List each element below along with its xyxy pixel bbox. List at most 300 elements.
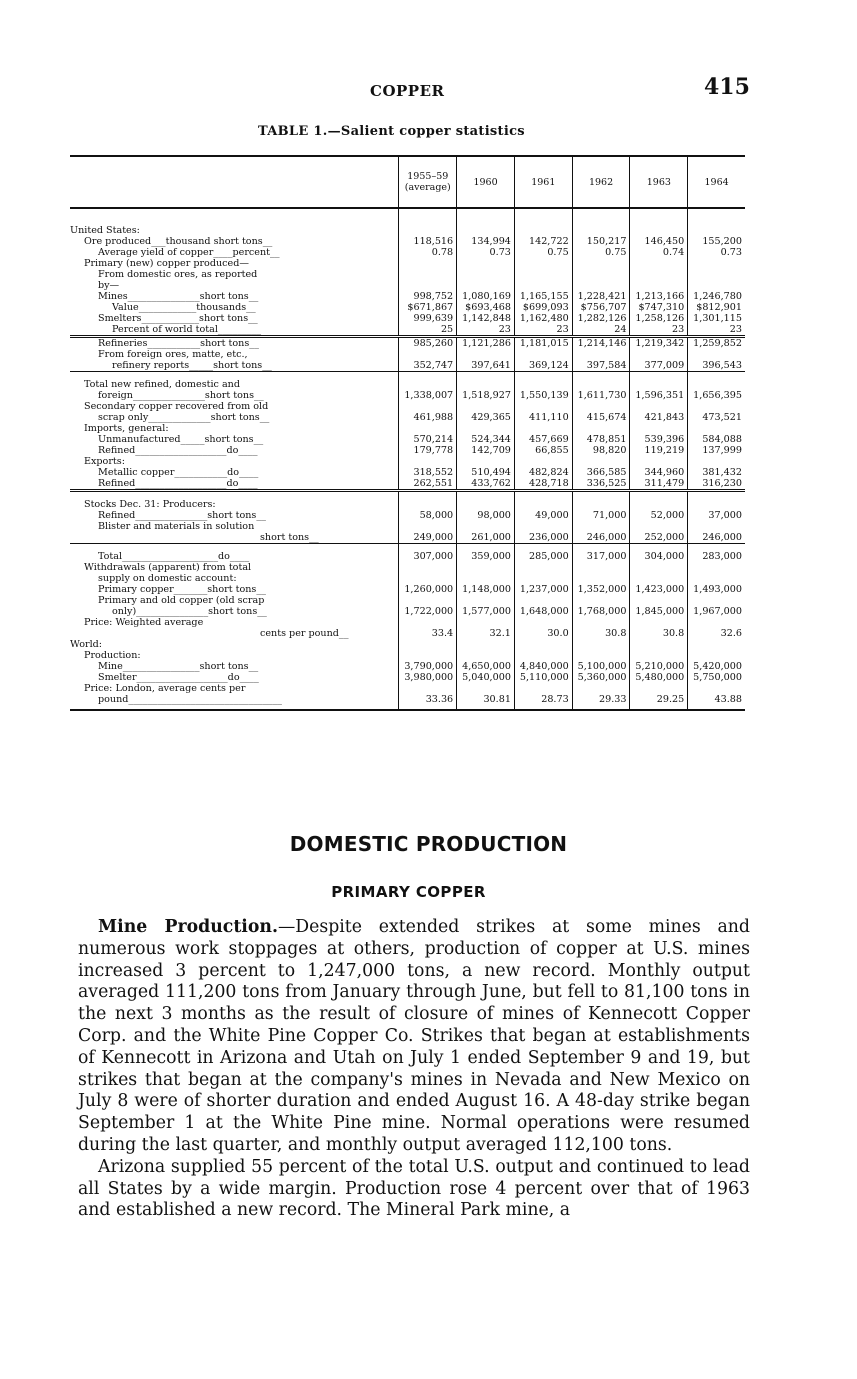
table-row xyxy=(70,694,745,710)
table-cell: 5,360,000 xyxy=(572,672,630,683)
table-row xyxy=(70,291,745,302)
table-cell: $671,867 xyxy=(399,302,457,313)
table-cell: 411,110 xyxy=(514,412,572,423)
table-cell xyxy=(399,401,457,412)
table-cell: 1,213,166 xyxy=(630,291,688,302)
row-label: Stocks Dec. 31: Producers: xyxy=(84,499,216,510)
table-cell: 5,110,000 xyxy=(514,672,572,683)
table-row xyxy=(70,650,745,661)
row-label: only)_______________short tons__ xyxy=(112,606,267,617)
table-cell xyxy=(457,401,515,412)
table-cell xyxy=(399,258,457,269)
table-cell xyxy=(630,269,688,280)
table-row xyxy=(70,467,745,478)
table-cell xyxy=(399,269,457,280)
row-label: Production: xyxy=(84,650,141,661)
table-cell: 33.4 xyxy=(399,628,457,639)
row-label: Smelter___________________do____ xyxy=(98,672,259,683)
column-header: 1960 xyxy=(457,157,515,208)
table-cell: 179,778 xyxy=(399,445,457,456)
table-cell xyxy=(457,225,515,236)
table-cell: 457,669 xyxy=(514,434,572,445)
table-cell: 369,124 xyxy=(514,360,572,372)
table-cell: 1,518,927 xyxy=(457,390,515,401)
table-row xyxy=(70,360,745,372)
table-cell xyxy=(514,258,572,269)
table-row xyxy=(70,573,745,584)
table-cell: 98,820 xyxy=(572,445,630,456)
table-cell: 29.25 xyxy=(630,694,688,710)
table-cell xyxy=(514,423,572,434)
table-cell xyxy=(572,650,630,661)
table-cell: 5,420,000 xyxy=(688,661,745,672)
row-label: Imports, general: xyxy=(84,423,169,434)
table-cell xyxy=(688,423,745,434)
table-row xyxy=(70,302,745,313)
row-label: From domestic ores, as reported xyxy=(98,269,258,280)
table-cell: 1,596,351 xyxy=(630,390,688,401)
table-row xyxy=(70,499,745,510)
table-cell: 137,999 xyxy=(688,445,745,456)
table-cell xyxy=(688,639,745,650)
table-cell xyxy=(457,349,515,360)
table-cell: 0.73 xyxy=(457,247,515,258)
table-cell xyxy=(514,650,572,661)
table-cell: 1,258,126 xyxy=(630,313,688,324)
table-cell xyxy=(514,225,572,236)
table-cell: 23 xyxy=(688,324,745,337)
table-cell xyxy=(514,595,572,606)
row-label: Mines_______________short tons__ xyxy=(98,291,259,302)
table-body xyxy=(70,208,745,710)
table-cell xyxy=(399,683,457,694)
table-cell xyxy=(514,280,572,291)
table-cell: 246,000 xyxy=(572,532,630,544)
table-cell xyxy=(514,499,572,510)
column-header: 1964 xyxy=(688,157,745,208)
table-cell: 1,214,146 xyxy=(572,337,630,350)
row-label: Refined___________________do____ xyxy=(70,478,399,491)
table-cell: 307,000 xyxy=(399,551,457,562)
table-cell xyxy=(399,639,457,650)
table-cell xyxy=(572,225,630,236)
table-cell: 1,121,286 xyxy=(457,337,515,350)
table-cell xyxy=(630,258,688,269)
table-cell: 236,000 xyxy=(514,532,572,544)
table-cell: 1,219,342 xyxy=(630,337,688,350)
row-label: Blister and materials in solution xyxy=(98,521,255,532)
table-cell xyxy=(630,562,688,573)
table-cell: 1,423,000 xyxy=(630,584,688,595)
table-cell xyxy=(630,595,688,606)
table-cell: 428,718 xyxy=(514,478,572,491)
table-cell xyxy=(572,639,630,650)
table-cell: 246,000 xyxy=(688,532,745,544)
table-cell xyxy=(572,562,630,573)
table-cell xyxy=(457,379,515,390)
table-row xyxy=(70,434,745,445)
row-label: Mine________________short tons__ xyxy=(98,661,259,672)
table-cell xyxy=(688,456,745,467)
body-text xyxy=(78,917,750,1222)
table-cell xyxy=(399,562,457,573)
table-row xyxy=(70,236,745,247)
table-cell: 0.78 xyxy=(399,247,457,258)
table-cell: 262,551 xyxy=(399,478,457,491)
table-row xyxy=(70,551,745,562)
table-cell: 150,217 xyxy=(572,236,630,247)
table-cell: 1,246,780 xyxy=(688,291,745,302)
table-cell: 119,219 xyxy=(630,445,688,456)
running-header-title: COPPER xyxy=(370,82,445,100)
table-cell: 155,200 xyxy=(688,236,745,247)
table-cell: 4,840,000 xyxy=(514,661,572,672)
table-cell: 1,142,848 xyxy=(457,313,515,324)
row-label: Secondary copper recovered from old xyxy=(84,401,269,412)
row-label: United States: xyxy=(70,225,140,236)
table-cell xyxy=(688,349,745,360)
table-cell: 5,100,000 xyxy=(572,661,630,672)
table-row xyxy=(70,258,745,269)
column-header: 1962 xyxy=(572,157,630,208)
table-cell xyxy=(572,423,630,434)
row-label: foreign_______________short tons__ xyxy=(98,390,264,401)
table-cell: 58,000 xyxy=(399,510,457,521)
table-cell: 142,722 xyxy=(514,236,572,247)
row-label: refinery reports_____short tons__ xyxy=(70,360,399,372)
table-cell: 1,656,395 xyxy=(688,390,745,401)
table-cell xyxy=(688,379,745,390)
table-cell xyxy=(399,573,457,584)
table-cell xyxy=(630,639,688,650)
spacer-row xyxy=(70,208,745,225)
table-cell xyxy=(572,499,630,510)
table-cell xyxy=(630,225,688,236)
table-row xyxy=(70,280,745,291)
table-cell xyxy=(514,573,572,584)
table-cell: 311,479 xyxy=(630,478,688,491)
table-cell: 482,824 xyxy=(514,467,572,478)
table-cell xyxy=(514,562,572,573)
table-cell: 1,080,169 xyxy=(457,291,515,302)
row-label: supply on domestic account: xyxy=(98,573,237,584)
table-cell: 3,980,000 xyxy=(399,672,457,683)
table-cell xyxy=(457,521,515,532)
table-cell: 429,365 xyxy=(457,412,515,423)
table-row xyxy=(70,313,745,324)
table-cell xyxy=(399,379,457,390)
table-cell: 5,750,000 xyxy=(688,672,745,683)
table-cell xyxy=(514,379,572,390)
table-cell: 473,521 xyxy=(688,412,745,423)
row-label: by— xyxy=(98,280,120,291)
row-label: Value____________thousands__ xyxy=(112,302,256,313)
table-cell: $756,707 xyxy=(572,302,630,313)
table-cell xyxy=(572,280,630,291)
table-cell xyxy=(457,639,515,650)
paragraph-text: —Despite extended strikes at some mines and numerous work stoppages at others, production of copper at U.S. mines increased 3 percent to 1,247,000 tons, a new record. Monthly output averaged 111,200 tons from January through June, but fell to 81,100 tons in the next 3 months as the result of closure of mines of Kennecott Copper Corp. and the White Pine Copper Co. Strikes that began at establishments of Kennecott in Arizona and Utah on July 1 ended September 9 and 19, but strikes that began at the company's mines in Nevada and New Mexico on July 8 were of shorter duration and ended August 16. A 48-day strike began September 1 at the White Pine mine. Normal operations were resumed during the last quarter, and monthly output averaged 112,100 tons. xyxy=(78,917,750,1155)
table-row xyxy=(70,628,745,639)
table-cell: 1,493,000 xyxy=(688,584,745,595)
row-label: scrap only_____________short tons__ xyxy=(98,412,270,423)
table-row xyxy=(70,401,745,412)
table-cell xyxy=(630,349,688,360)
table-cell: $693,468 xyxy=(457,302,515,313)
table-row xyxy=(70,456,745,467)
row-label: Ore produced___thousand short tons__ xyxy=(84,236,273,247)
table-cell xyxy=(457,650,515,661)
table-cell xyxy=(688,499,745,510)
table-cell: 3,790,000 xyxy=(399,661,457,672)
column-header: 1961 xyxy=(514,157,572,208)
table-cell: 30.81 xyxy=(457,694,515,710)
table-cell: 5,040,000 xyxy=(457,672,515,683)
table-cell: 1,228,421 xyxy=(572,291,630,302)
table-cell: 377,009 xyxy=(630,360,688,372)
row-label: Smelters____________short tons__ xyxy=(98,313,258,324)
table-cell: 570,214 xyxy=(399,434,457,445)
row-label: Primary copper_______short tons__ xyxy=(98,584,266,595)
table-row xyxy=(70,412,745,423)
table-row xyxy=(70,225,745,236)
table-cell: 142,709 xyxy=(457,445,515,456)
table-cell xyxy=(399,225,457,236)
table-cell: 318,552 xyxy=(399,467,457,478)
table-cell: 32.6 xyxy=(688,628,745,639)
spacer-row xyxy=(70,544,745,552)
table-row xyxy=(70,269,745,280)
table-cell xyxy=(630,456,688,467)
table-cell: 1,162,480 xyxy=(514,313,572,324)
table-cell: 118,516 xyxy=(399,236,457,247)
table-cell: 1,648,000 xyxy=(514,606,572,617)
table-cell xyxy=(688,225,745,236)
table-cell: 285,000 xyxy=(514,551,572,562)
table-cell: 1,352,000 xyxy=(572,584,630,595)
table-cell: 24 xyxy=(572,324,630,337)
table-cell xyxy=(572,573,630,584)
table-cell: 4,650,000 xyxy=(457,661,515,672)
table-cell xyxy=(399,595,457,606)
table-cell: 397,641 xyxy=(457,360,515,372)
row-label: Primary and old copper (old scrap xyxy=(98,595,265,606)
table-cell: 146,450 xyxy=(630,236,688,247)
page-number: 415 xyxy=(704,74,750,100)
table-cell: 5,210,000 xyxy=(630,661,688,672)
table-cell: 381,432 xyxy=(688,467,745,478)
table-cell: 1,282,126 xyxy=(572,313,630,324)
table-cell xyxy=(457,280,515,291)
table-cell: 98,000 xyxy=(457,510,515,521)
table-cell: 71,000 xyxy=(572,510,630,521)
table-cell xyxy=(457,683,515,694)
table-cell: 397,584 xyxy=(572,360,630,372)
row-label: From foreign ores, matte, etc., xyxy=(98,349,248,360)
table-cell xyxy=(514,349,572,360)
table-cell xyxy=(630,521,688,532)
row-label: Primary (new) copper produced— xyxy=(84,258,249,269)
table-cell xyxy=(572,521,630,532)
table-cell: 1,845,000 xyxy=(630,606,688,617)
table-cell xyxy=(457,258,515,269)
table-cell: 23 xyxy=(457,324,515,337)
table-cell: 43.88 xyxy=(688,694,745,710)
table-cell: 1,768,000 xyxy=(572,606,630,617)
table-row xyxy=(70,445,745,456)
subsection-heading: PRIMARY COPPER xyxy=(331,883,486,901)
table-cell: 0.75 xyxy=(572,247,630,258)
table-row xyxy=(70,379,745,390)
table-cell xyxy=(572,269,630,280)
row-label: Withdrawals (apparent) from total xyxy=(84,562,252,573)
table-cell xyxy=(572,258,630,269)
table-cell: 985,260 xyxy=(399,337,457,350)
table-row xyxy=(70,532,745,544)
table-cell xyxy=(514,456,572,467)
table-cell: 1,722,000 xyxy=(399,606,457,617)
table-cell xyxy=(457,595,515,606)
table-cell xyxy=(457,269,515,280)
table-cell: 584,088 xyxy=(688,434,745,445)
table-cell: 304,000 xyxy=(630,551,688,562)
table-cell: 261,000 xyxy=(457,532,515,544)
table-cell xyxy=(457,562,515,573)
table-cell xyxy=(688,258,745,269)
table-cell: 317,000 xyxy=(572,551,630,562)
table-cell: $812,901 xyxy=(688,302,745,313)
table-cell xyxy=(457,617,515,628)
table-row xyxy=(70,324,745,337)
table-cell: 32.1 xyxy=(457,628,515,639)
table-cell: 396,543 xyxy=(688,360,745,372)
row-label: Price: London, average cents per xyxy=(84,683,246,694)
table-cell xyxy=(457,573,515,584)
table-cell: 316,230 xyxy=(688,478,745,491)
section-heading: DOMESTIC PRODUCTION xyxy=(289,832,568,856)
row-label: Metallic copper___________do____ xyxy=(98,467,259,478)
run-in-heading: Mine Production. xyxy=(98,917,278,937)
table-row xyxy=(70,423,745,434)
table-row xyxy=(70,521,745,532)
table-cell: 49,000 xyxy=(514,510,572,521)
table-cell: 1,260,000 xyxy=(399,584,457,595)
table-cell: $699,093 xyxy=(514,302,572,313)
table-cell: 5,480,000 xyxy=(630,672,688,683)
table-cell xyxy=(630,423,688,434)
row-label: World: xyxy=(70,639,103,650)
table-cell xyxy=(399,456,457,467)
table-cell: 1,611,730 xyxy=(572,390,630,401)
table-cell xyxy=(688,269,745,280)
table-cell: 539,396 xyxy=(630,434,688,445)
table-cell xyxy=(688,683,745,694)
table-cell xyxy=(399,349,457,360)
table-cell: 52,000 xyxy=(630,510,688,521)
table-cell xyxy=(630,379,688,390)
table-row xyxy=(70,595,745,606)
table-cell xyxy=(630,280,688,291)
table-cell: 433,762 xyxy=(457,478,515,491)
table-cell: 29.33 xyxy=(572,694,630,710)
table-cell xyxy=(399,521,457,532)
table-header-row xyxy=(70,157,745,208)
table-cell: 352,747 xyxy=(399,360,457,372)
table-cell: 30.8 xyxy=(572,628,630,639)
row-label: Average yield of copper____percent__ xyxy=(98,247,280,258)
table-cell: 336,525 xyxy=(572,478,630,491)
table-row xyxy=(70,349,745,360)
table-cell: 0.74 xyxy=(630,247,688,258)
column-header: 1963 xyxy=(630,157,688,208)
table-cell: 1,148,000 xyxy=(457,584,515,595)
table-cell: 0.75 xyxy=(514,247,572,258)
table-cell xyxy=(399,423,457,434)
table-cell: 1,259,852 xyxy=(688,337,745,350)
row-label: Percent of world total_________ xyxy=(70,324,399,337)
table-cell: 415,674 xyxy=(572,412,630,423)
table-cell: 344,960 xyxy=(630,467,688,478)
table-row xyxy=(70,390,745,401)
table-cell: 30.8 xyxy=(630,628,688,639)
table-cell: 998,752 xyxy=(399,291,457,302)
table-cell xyxy=(514,401,572,412)
paragraph xyxy=(78,917,750,1157)
table-cell: 283,000 xyxy=(688,551,745,562)
row-label: Exports: xyxy=(84,456,125,467)
statistics-table-container xyxy=(70,155,745,711)
spacer-row xyxy=(70,372,745,380)
table-cell xyxy=(688,595,745,606)
row-label: Unmanufactured_____short tons__ xyxy=(98,434,264,445)
table-row xyxy=(70,562,745,573)
table-row xyxy=(70,478,745,491)
table-cell: 1,301,115 xyxy=(688,313,745,324)
table-cell: 134,994 xyxy=(457,236,515,247)
table-cell: 359,000 xyxy=(457,551,515,562)
stub-header xyxy=(70,157,399,208)
table-cell xyxy=(630,650,688,661)
row-label: short tons__ xyxy=(70,532,399,544)
table-cell: 25 xyxy=(399,324,457,337)
table-cell xyxy=(514,269,572,280)
table-row xyxy=(70,584,745,595)
table-cell xyxy=(688,573,745,584)
table-cell xyxy=(630,401,688,412)
table-cell: 249,000 xyxy=(399,532,457,544)
row-label: Price: Weighted average xyxy=(84,617,204,628)
table-cell xyxy=(514,683,572,694)
row-label: Total____________________do____ xyxy=(98,551,250,562)
table-row xyxy=(70,510,745,521)
table-row xyxy=(70,672,745,683)
spacer-row xyxy=(70,491,745,500)
column-header: 1955–59 (average) xyxy=(399,157,457,208)
table-row xyxy=(70,247,745,258)
table-cell: 23 xyxy=(514,324,572,337)
row-label: pound________________________________ xyxy=(70,694,399,710)
table-cell: 252,000 xyxy=(630,532,688,544)
table-cell xyxy=(572,617,630,628)
table-cell xyxy=(630,499,688,510)
table-cell: 1,550,139 xyxy=(514,390,572,401)
table-cell: 66,855 xyxy=(514,445,572,456)
row-label: Total new refined, domestic and xyxy=(84,379,241,390)
table-cell: 421,843 xyxy=(630,412,688,423)
table-cell: 33.36 xyxy=(399,694,457,710)
table-cell xyxy=(688,650,745,661)
table-cell xyxy=(688,280,745,291)
table-cell: 1,577,000 xyxy=(457,606,515,617)
